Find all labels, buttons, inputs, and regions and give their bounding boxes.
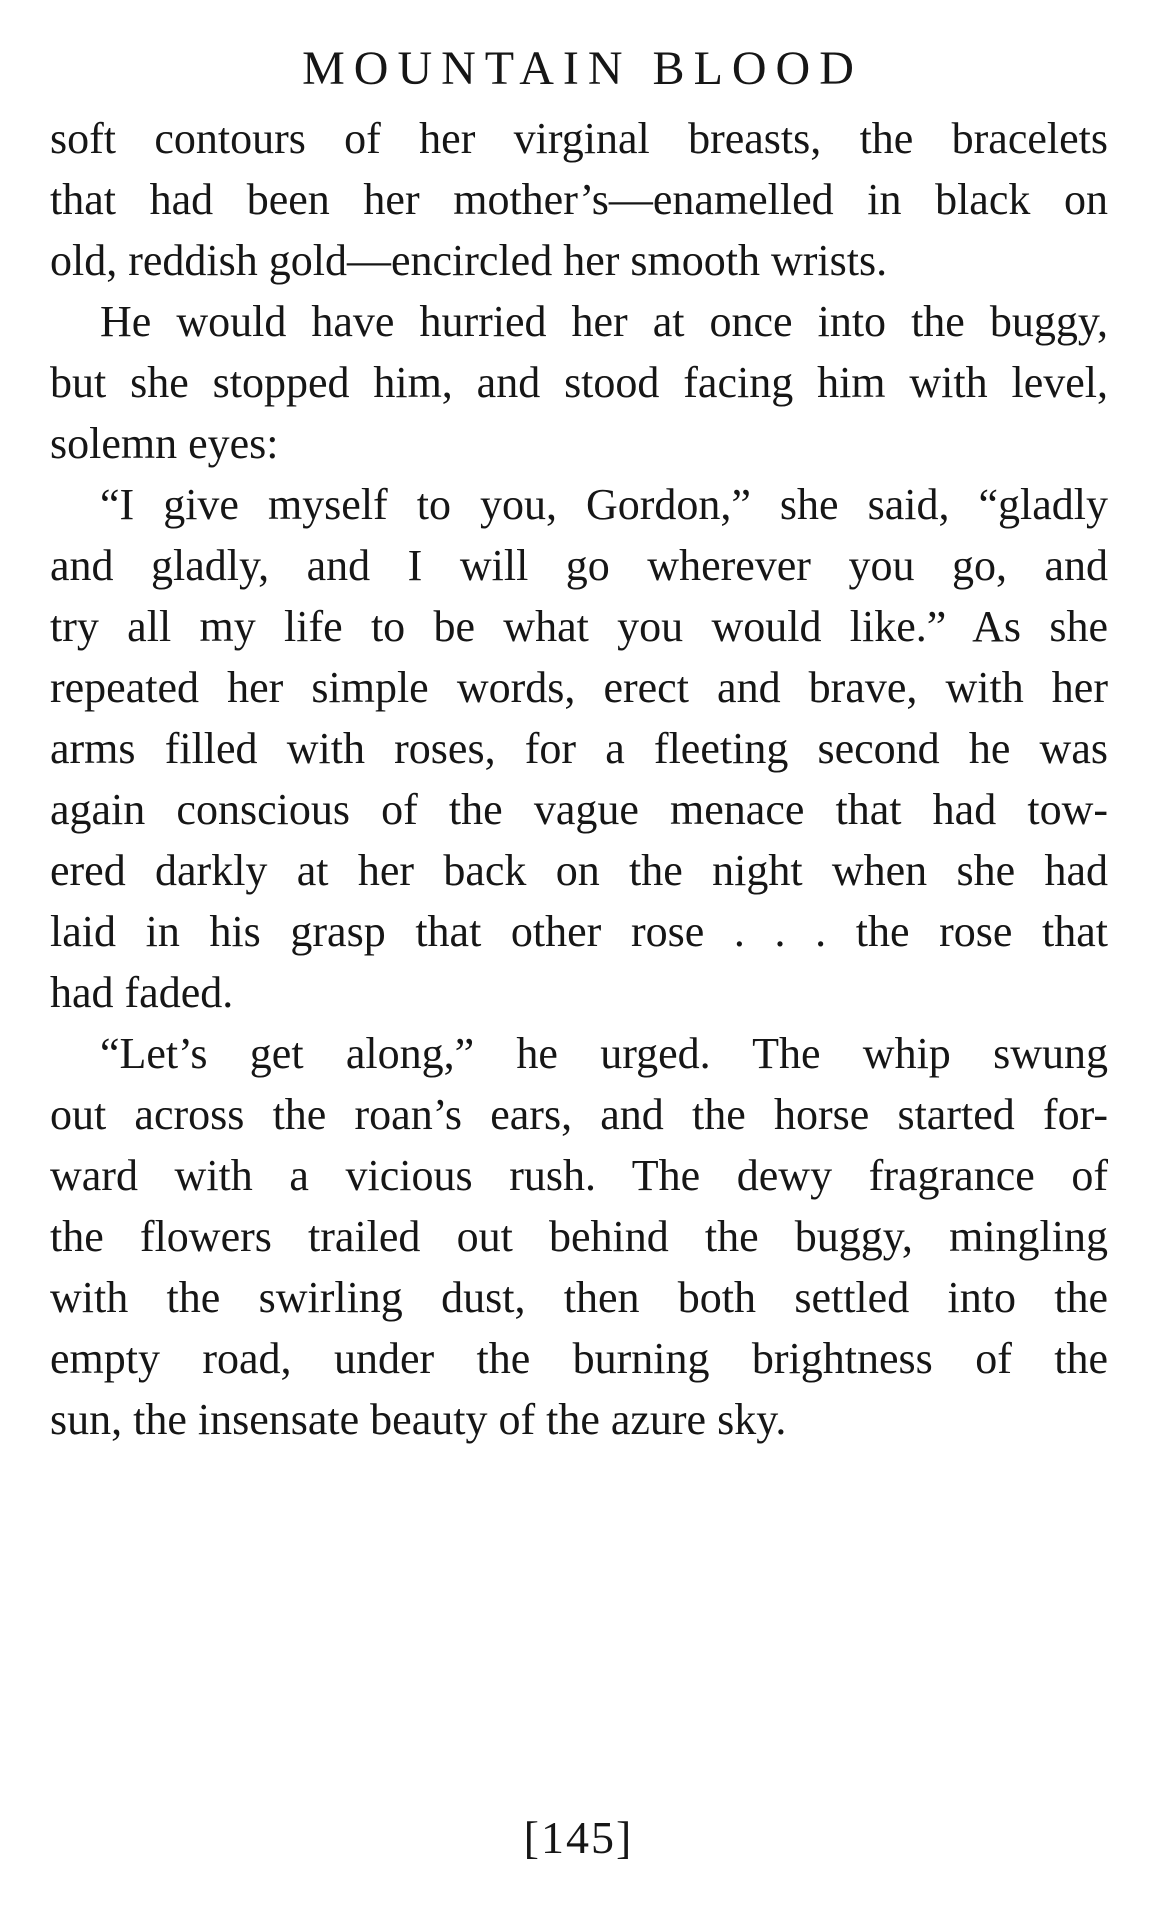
text-line: arms filled with roses, for a fleeting second he was: [50, 724, 1108, 773]
text-line: He would have hurried her at once into the buggy,: [100, 297, 1108, 346]
text-line: ward with a vicious rush. The dewy fragrance of: [50, 1151, 1108, 1200]
text-line: the flowers trailed out behind the buggy, mingling: [50, 1212, 1108, 1261]
text-line: ered darkly at her back on the night when she had: [50, 846, 1108, 895]
text-line: that had been her mother’s—enamelled in black on: [50, 175, 1108, 224]
text-line: soft contours of her virginal breasts, the bracelets: [50, 114, 1108, 163]
text-line: “Let’s get along,” he urged. The whip swung: [100, 1029, 1108, 1078]
text-line: old, reddish gold—encircled her smooth wrists.: [50, 236, 888, 285]
text-line: sun, the insensate beauty of the azure sky.: [50, 1395, 787, 1444]
text-line: laid in his grasp that other rose . . . the rose that: [50, 907, 1108, 956]
text-line: empty road, under the burning brightness of the: [50, 1334, 1108, 1383]
running-head: MOUNTAIN BLOOD: [302, 42, 863, 95]
page-number: [145]: [523, 1812, 634, 1863]
text-line: “I give myself to you, Gordon,” she said, “gladly: [100, 480, 1108, 529]
text-line: but she stopped him, and stood facing him with level,: [50, 358, 1108, 407]
text-line: again conscious of the vague menace that had tow-: [50, 785, 1108, 834]
text-line: out across the roan’s ears, and the horse started for-: [50, 1090, 1108, 1139]
text-line: had faded.: [50, 968, 234, 1017]
text-line: repeated her simple words, erect and brave, with her: [50, 663, 1108, 712]
text-line: solemn eyes:: [50, 419, 279, 468]
body-text: [50, 108, 1108, 1450]
text-line: with the swirling dust, then both settled into the: [50, 1273, 1108, 1322]
text-line: and gladly, and I will go wherever you go, and: [50, 541, 1108, 590]
text-line: try all my life to be what you would like.” As she: [50, 602, 1108, 651]
